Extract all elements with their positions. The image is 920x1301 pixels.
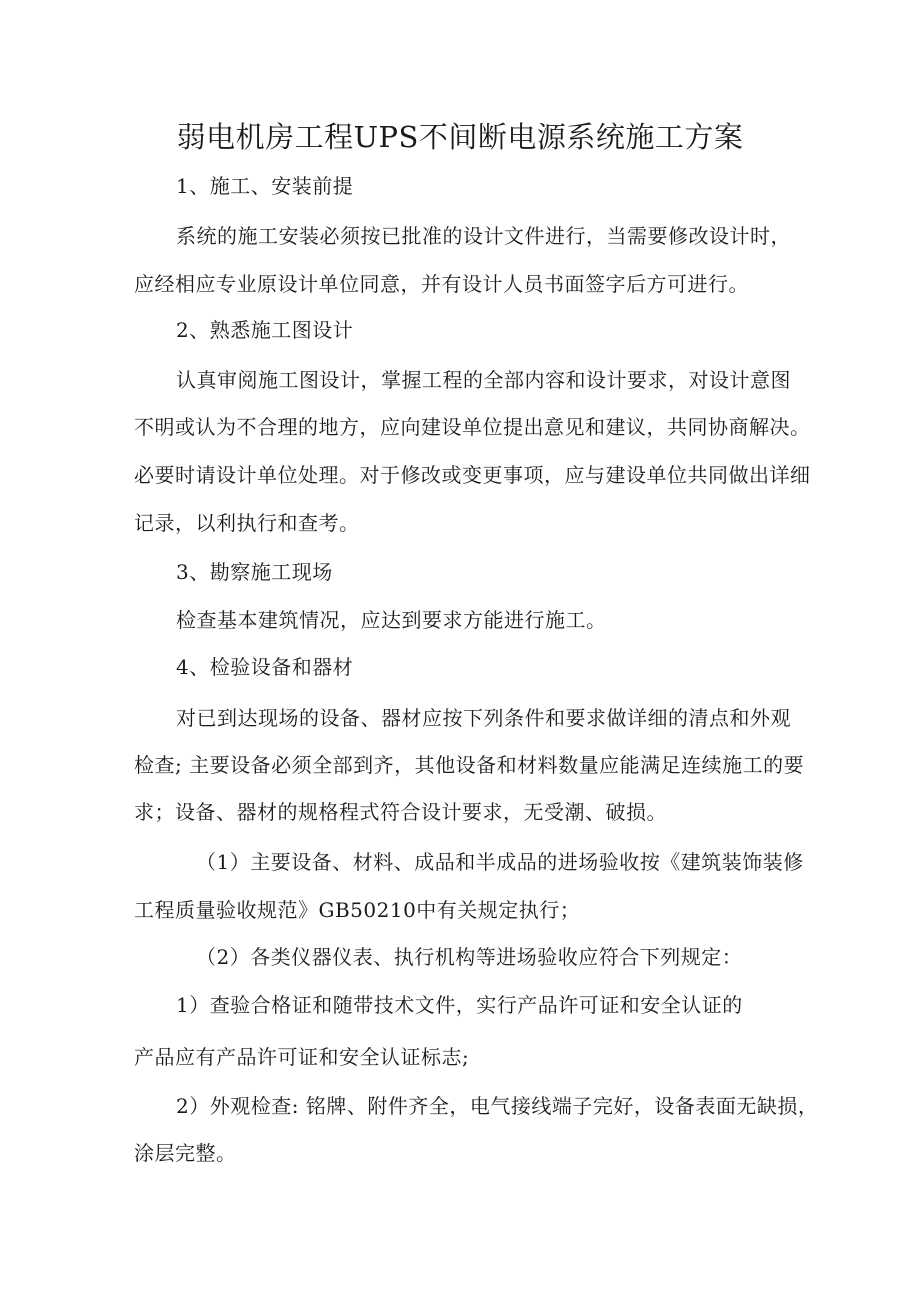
section-heading-1: 1、施工、安装前提 [176,174,354,198]
paragraph-line: 认真审阅施工图设计，掌握工程的全部内容和设计要求，对设计意图 [176,368,791,392]
list-item-line: 涂层完整。 [134,1141,237,1165]
paragraph-line: 系统的施工安装必须按已批准的设计文件进行，当需要修改设计时， [176,224,791,248]
paragraph-line: 检查; 主要设备必须全部到齐，其他设备和材料数量应能满足连续施工的要 [134,753,805,777]
list-item-line: 2）外观检查: 铭牌、附件齐全，电气接线端子完好，设备表面无缺损， [176,1094,819,1118]
paragraph-line: 应经相应专业原设计单位同意，并有设计人员书面签字后方可进行。 [134,272,749,296]
paragraph-line: 不明或认为不合理的地方，应向建设单位提出意见和建议，共同协商解决。 [134,415,811,439]
paragraph-line: 记录，以利执行和查考。 [134,511,360,535]
paragraph-line: 求；设备、器材的规格程式符合设计要求，无受潮、破损。 [134,800,667,824]
paragraph-line: 对已到达现场的设备、器材应按下列条件和要求做详细的清点和外观 [176,706,791,730]
section-heading-3: 3、勘察施工现场 [176,560,333,584]
document-title: 弱电机房工程UPS不间断电源系统施工方案 [176,120,744,154]
paragraph-line: 检查基本建筑情况，应达到要求方能进行施工。 [176,608,607,632]
list-item-line: 工程质量验收规范》GB50210中有关规定执行； [134,898,581,922]
list-item-line: （2）各类仪器仪表、执行机构等进场验收应符合下列规定： [196,945,743,969]
list-item-line: （1）主要设备、材料、成品和半成品的进场验收按《建筑装饰装修 [196,850,804,874]
list-item-line: 1）查验合格证和随带技术文件，实行产品许可证和安全认证的 [176,993,743,1017]
paragraph-line: 必要时请设计单位处理。对于修改或变更事项，应与建设单位共同做出详细 [134,463,811,487]
section-heading-2: 2、熟悉施工图设计 [176,318,354,342]
list-item-line: 产品应有产品许可证和安全认证标志; [134,1045,470,1069]
section-heading-4: 4、检验设备和器材 [176,655,354,679]
